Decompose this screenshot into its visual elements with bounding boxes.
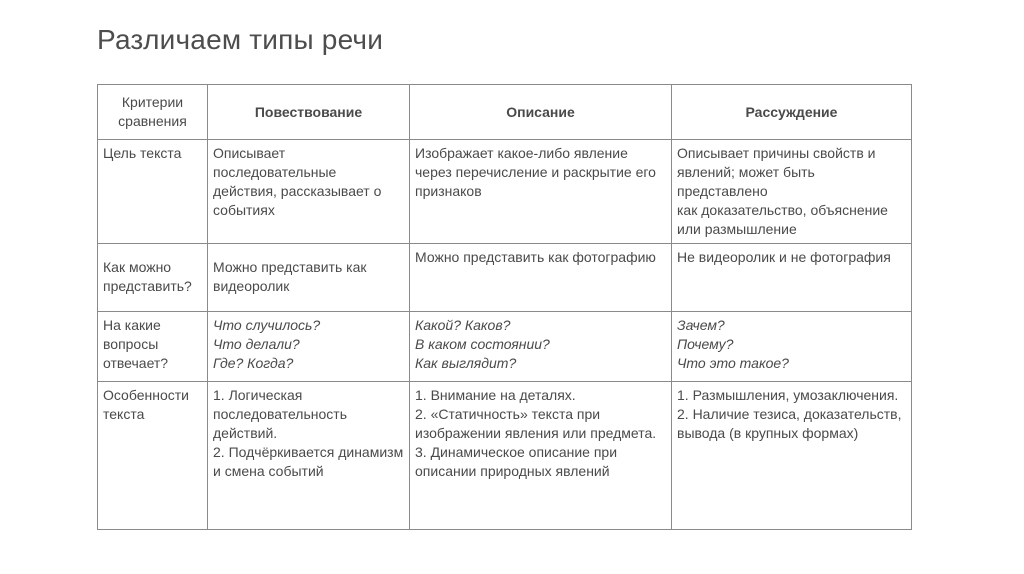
row-criterion: Особенности текста <box>98 382 208 530</box>
feature-item: 1. Размышления, умозаключения. <box>677 387 899 403</box>
question-item: В каком состоянии? <box>415 336 550 352</box>
question-item: Что это такое? <box>677 355 789 371</box>
question-item: Как выглядит? <box>415 355 517 371</box>
table-row-goal <box>98 140 912 244</box>
cell-narration: Описывает последовательные действия, рассказывает о событиях <box>208 140 410 244</box>
question-item: Что случилось? <box>213 317 321 333</box>
cell-line: Описывает причины свойств и явлений; может быть представлено <box>677 145 876 199</box>
feature-item: 1. Логическая последовательность действий. <box>213 387 347 441</box>
page-title: Различаем типы речи <box>97 24 384 55</box>
speech-types-table <box>97 84 912 530</box>
cell-reasoning <box>672 312 912 382</box>
cell-narration <box>208 312 410 382</box>
table-row-representation <box>98 244 912 312</box>
cell-description <box>410 382 672 530</box>
question-item: Какой? Каков? <box>415 317 511 333</box>
row-criterion: На какие вопросы отвечает? <box>98 312 208 382</box>
cell-description <box>410 312 672 382</box>
table-header-row <box>98 85 912 140</box>
header-reasoning: Рассуждение <box>672 85 912 140</box>
cell-reasoning <box>672 382 912 530</box>
question-item: Где? Когда? <box>213 355 294 371</box>
question-item: Зачем? <box>677 317 725 333</box>
cell-reasoning: Не видеоролик и не фотография <box>672 244 912 312</box>
feature-item: 2. «Статичность» текста при изображении явления или предмета. <box>415 406 657 441</box>
question-item: Почему? <box>677 336 734 352</box>
table-row-questions <box>98 312 912 382</box>
feature-item: 1. Внимание на деталях. <box>415 387 576 403</box>
feature-item: 2. Наличие тезиса, доказательств, вывода (в крупных формах) <box>677 406 902 441</box>
cell-description: Можно представить как фотографию <box>410 244 672 312</box>
feature-item: 3. Динамическое описание при описании природных явлений <box>415 444 618 479</box>
header-narration: Повествование <box>208 85 410 140</box>
question-item: Что делали? <box>213 336 300 352</box>
row-criterion: Как можно представить? <box>98 244 208 312</box>
header-description: Описание <box>410 85 672 140</box>
header-criteria: Критерии сравнения <box>98 85 208 140</box>
cell-reasoning <box>672 140 912 244</box>
cell-description: Изображает какое-либо явление через перечисление и раскрытие его признаков <box>410 140 672 244</box>
cell-line: как доказательство, объяснение или размышление <box>677 202 888 237</box>
cell-narration: Можно представить как видеоролик <box>208 244 410 312</box>
table-row-features <box>98 382 912 530</box>
cell-narration <box>208 382 410 530</box>
feature-item: 2. Подчёркивается динамизм и смена событий <box>213 444 404 479</box>
row-criterion: Цель текста <box>98 140 208 244</box>
